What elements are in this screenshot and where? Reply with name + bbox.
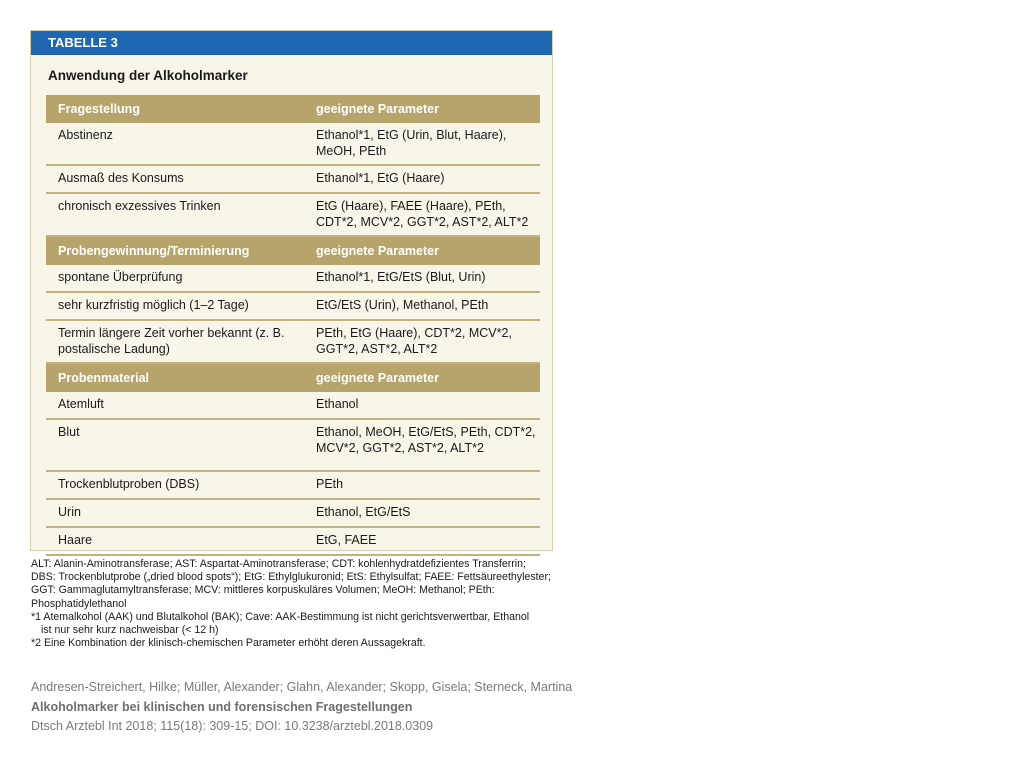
section-header: Probenmaterial	[46, 363, 304, 392]
row-params: EtG, FAEE	[316, 533, 377, 547]
marker-table	[46, 95, 540, 556]
row-label: spontane Überprüfung	[58, 270, 183, 284]
row-label: Haare	[58, 533, 93, 547]
row-label: Termin längere Zeit vorher bekannt (z. B. postalische Ladung)	[58, 326, 285, 357]
citation	[31, 678, 572, 737]
table-row	[46, 165, 540, 193]
section-header-row	[46, 95, 540, 123]
table-row	[46, 123, 540, 165]
table-row	[46, 392, 540, 419]
row-label: sehr kurzfristig möglich (1–2 Tage)	[58, 298, 249, 312]
row-params: Ethanol*1, EtG/EtS (Blut, Urin)	[316, 270, 486, 284]
footnotes	[31, 558, 551, 650]
row-params: PEth	[316, 477, 344, 491]
row-params: EtG (Haare), FAEE (Haare), PEth, CDT*2, MCV*2, GGT*2, AST*2, ALT*2	[316, 199, 529, 230]
table-row	[46, 499, 540, 527]
table-row	[46, 320, 540, 363]
row-params: EtG/EtS (Urin), Methanol, PEth	[316, 298, 489, 312]
section-header-row	[46, 363, 540, 392]
table-row	[46, 527, 540, 555]
row-label: Blut	[58, 425, 80, 439]
table-row	[46, 419, 540, 471]
section-header-row	[46, 236, 540, 265]
param-header: geeignete Parameter	[304, 95, 540, 123]
param-header: geeignete Parameter	[304, 236, 540, 265]
row-params: Ethanol*1, EtG (Urin, Blut, Haare), MeOH, PEth	[316, 128, 507, 159]
footnote-1: *1 Atemalkohol (AAK) und Blutalkohol (BAK); Cave: AAK-Bestimmung ist nicht gerichtsverwertbar, Ethanol	[31, 610, 530, 623]
table-row	[46, 471, 540, 499]
row-params: Ethanol	[316, 397, 359, 411]
footnote-1-cont: ist nur sehr kurz nachweisbar (< 12 h)	[41, 624, 219, 637]
row-label: Urin	[58, 505, 81, 519]
row-label: Ausmaß des Konsums	[58, 171, 184, 185]
row-label: Atemluft	[58, 397, 104, 411]
footnote-abbreviations: ALT: Alanin-Aminotransferase; AST: Aspartat-Aminotransferase; CDT: kohlenhydratdefizientes Transferrin; DBS: Trockenblutprobe („dried blood spots“); EtG: Ethylglukuronid; EtS: Ethylsulfat; FAEE: Fettsäureethylester; GGT: Gammaglutamyltransferase; MCV: mittleres korpuskuläres Volumen; MeOH: Methanol; PEth: Phosphatidylethanol	[31, 558, 551, 610]
citation-source: Dtsch Arztebl Int 2018; 115(18): 309-15; DOI: 10.3238/arztebl.2018.0309	[31, 719, 434, 733]
row-label: Trockenblutproben (DBS)	[58, 477, 200, 491]
citation-title: Alkoholmarker bei klinischen und forensischen Fragestellungen	[31, 699, 413, 714]
row-params: PEth, EtG (Haare), CDT*2, MCV*2, GGT*2, AST*2, ALT*2	[316, 326, 512, 357]
table-label: TABELLE 3	[31, 31, 552, 55]
row-params: Ethanol, MeOH, EtG/EtS, PEth, CDT*2, MCV*2, GGT*2, AST*2, ALT*2	[316, 425, 536, 456]
table-row	[46, 265, 540, 292]
row-label: chronisch exzessives Trinken	[58, 199, 221, 213]
row-params: Ethanol*1, EtG (Haare)	[316, 171, 445, 185]
section-header: Probengewinnung/Terminierung	[46, 236, 304, 265]
table-title: Anwendung der Alkoholmarker	[48, 68, 248, 83]
row-label: Abstinenz	[58, 128, 113, 142]
citation-authors: Andresen-Streichert, Hilke; Müller, Alexander; Glahn, Alexander; Skopp, Gisela; Sterneck, Martina	[31, 680, 573, 694]
table-row	[46, 193, 540, 236]
table-row	[46, 292, 540, 320]
row-params: Ethanol, EtG/EtS	[316, 505, 411, 519]
section-header: Fragestellung	[46, 95, 304, 123]
table-card	[30, 30, 553, 551]
footnote-2: *2 Eine Kombination der klinisch-chemischen Parameter erhöht deren Aussagekraft.	[31, 637, 426, 650]
param-header: geeignete Parameter	[304, 363, 540, 392]
